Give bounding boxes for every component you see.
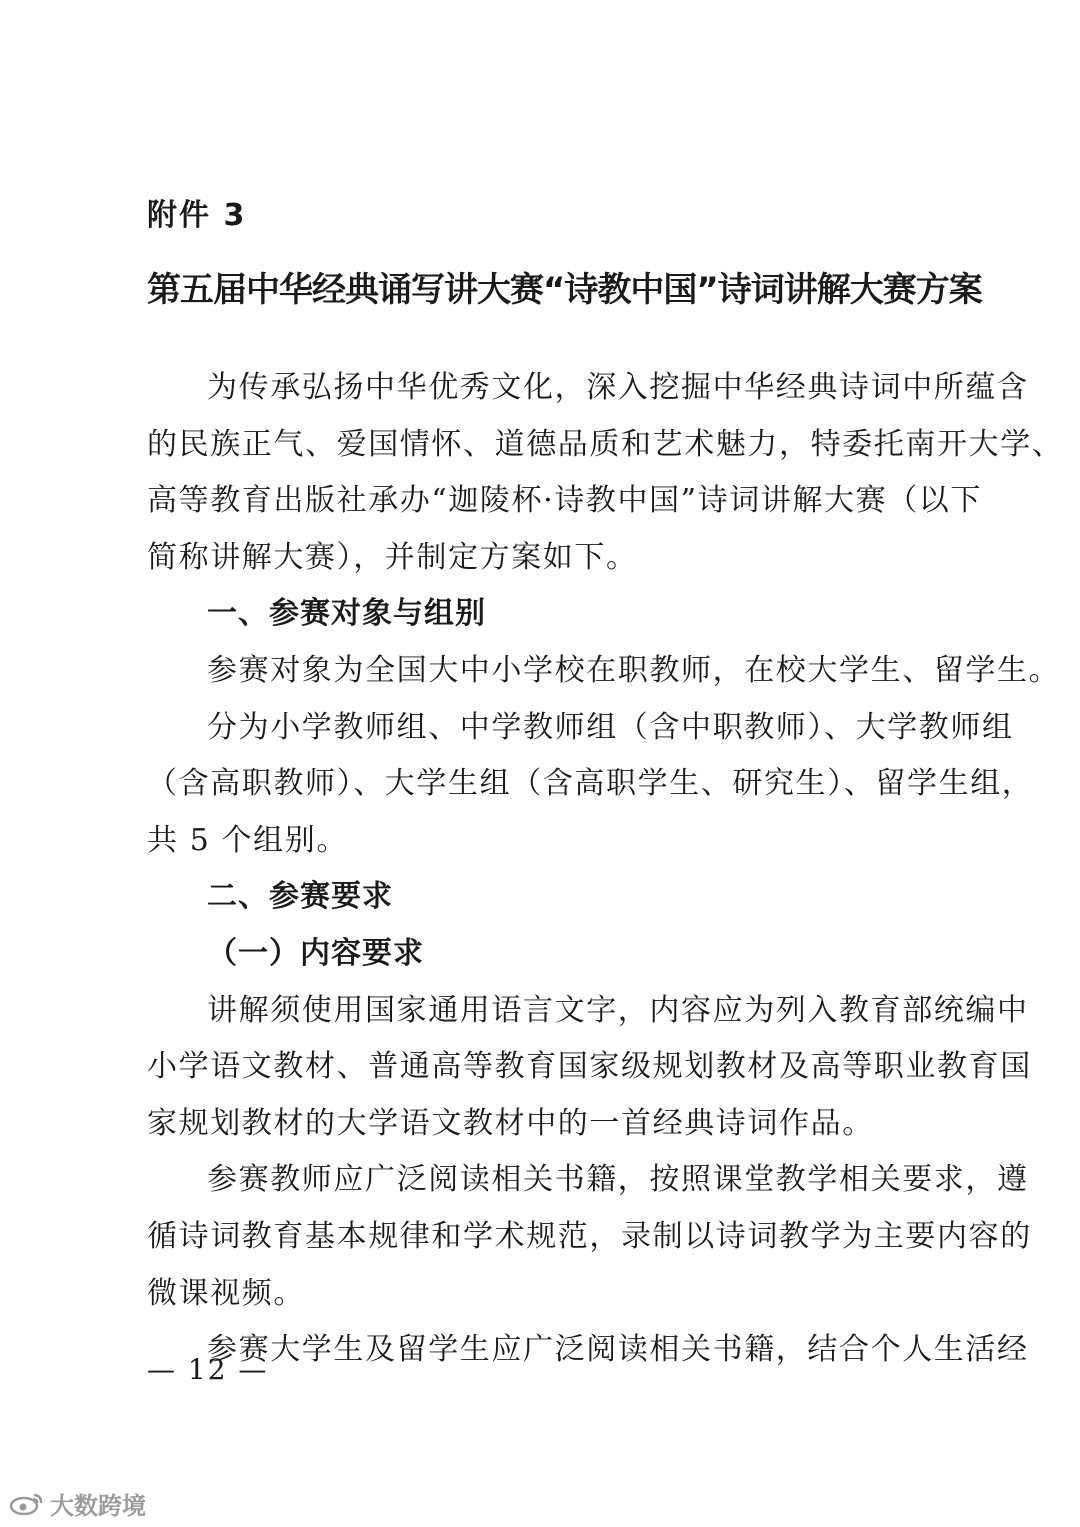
paragraph-line: 小学语文教材、普通高等教育国家级规划教材及高等职业教育国: [147, 1049, 1032, 1085]
paragraph-line: （含高职教师）、大学生组（含高职学生、研究生）、留学生组，: [147, 766, 1034, 802]
paragraph-line: 的民族正气、爱国情怀、道德品质和艺术魅力，特委托南开大学、: [147, 426, 1064, 462]
paragraph-line: 参赛对象为全国大中小学校在职教师，在校大学生、留学生。: [207, 652, 1061, 688]
attachment-label: 附件 3: [147, 198, 247, 233]
subsection-heading: （一）内容要求: [207, 935, 424, 971]
document-title: 第五届中华经典诵写讲大赛“诗教中国”诗词讲解大赛方案: [147, 270, 982, 310]
paragraph-line: 共 5 个组别。: [147, 822, 348, 858]
paragraph-line: 分为小学教师组、中学教师组（含中职教师）、大学教师组: [207, 709, 1014, 745]
paragraph-line: 简称讲解大赛），并制定方案如下。: [147, 539, 638, 575]
paragraph-line: 为传承弘扬中华优秀文化，深入挖掘中华经典诗词中所蕴含: [207, 370, 1029, 405]
paragraph-line: 微课视频。: [147, 1275, 305, 1311]
paragraph-line: 家规划教材的大学语文教材中的一首经典诗词作品。: [147, 1105, 874, 1141]
weibo-eye-icon: [8, 1492, 44, 1516]
paragraph-line: 循诗词教育基本规律和学术规范，录制以诗词教学为主要内容的: [147, 1218, 1032, 1254]
section-heading: 一、参赛对象与组别: [207, 596, 486, 632]
page-number: — 12 —: [147, 1353, 269, 1386]
document-body: [147, 360, 1064, 1379]
paragraph-line: 讲解须使用国家通用语言文字，内容应为列入教育部统编中: [207, 992, 1029, 1028]
paragraph-line: 参赛大学生及留学生应广泛阅读相关书籍，结合个人生活经: [207, 1332, 1029, 1368]
paragraph-line: 高等教育出版社承办“迦陵杯·诗教中国”诗词讲解大赛（以下: [147, 483, 983, 519]
paragraph-line: 参赛教师应广泛阅读相关书籍，按照课堂教学相关要求，遵: [207, 1162, 1029, 1198]
watermark: [8, 1486, 146, 1521]
watermark-text: 大数跨境: [50, 1492, 146, 1520]
section-heading: 二、参赛要求: [207, 879, 393, 915]
